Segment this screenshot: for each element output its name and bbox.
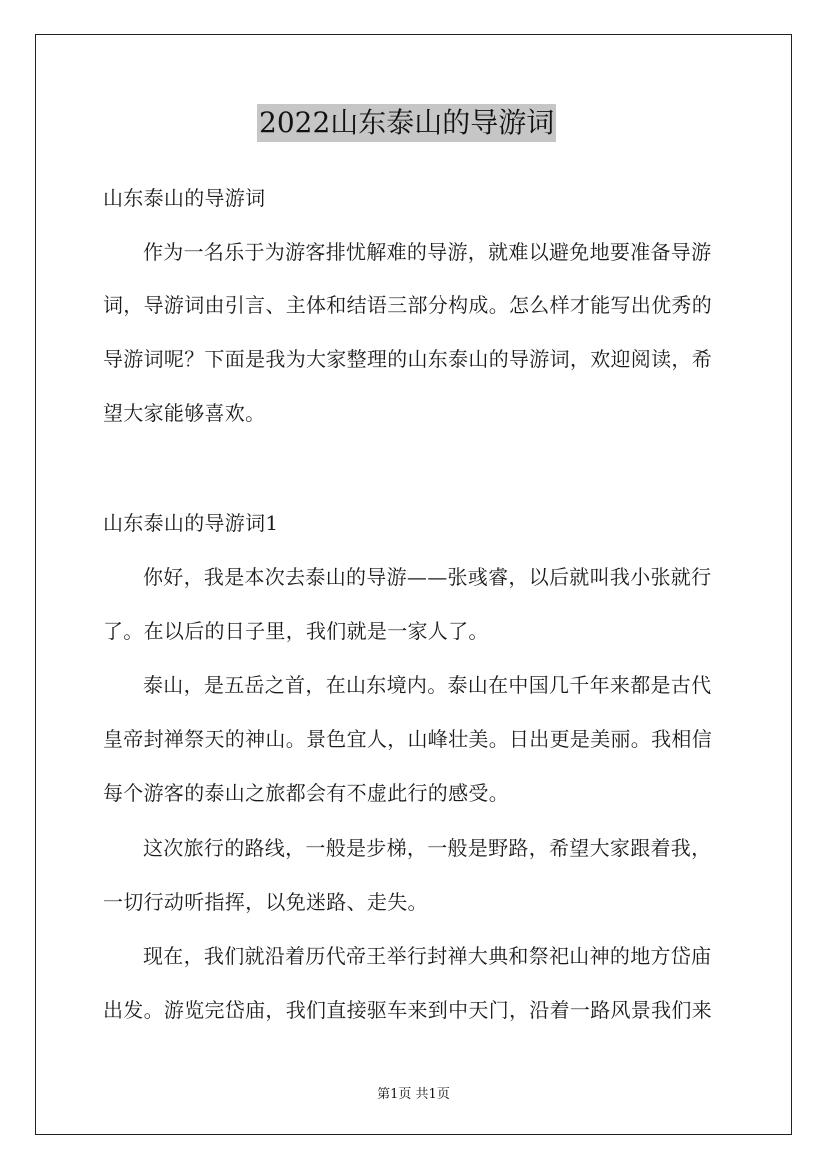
para4-line-2: 出发。游览完岱庙，我们直接驱车来到中天门，沿着一路风景我们来 — [103, 998, 712, 1022]
para1-line-2: 了。在以后的日子里，我们就是一家人了。 — [103, 619, 489, 643]
intro-line-4: 望大家能够喜欢。 — [103, 401, 266, 425]
intro-heading: 山东泰山的导游词 — [103, 186, 266, 210]
para3-line-1: 这次旅行的路线，一般是步梯，一般是野路，希望大家跟着我， — [143, 836, 712, 860]
page-footer: 第1页 共1页 — [377, 1087, 450, 1102]
para4-line-1: 现在，我们就沿着历代帝王举行封禅大典和祭祀山神的地方岱庙 — [143, 944, 712, 968]
section1-heading: 山东泰山的导游词1 — [103, 511, 279, 535]
para2-line-1: 泰山，是五岳之首，在山东境内。泰山在中国几千年来都是古代 — [143, 673, 712, 697]
para2-line-2: 皇帝封禅祭天的神山。景色宜人，山峰壮美。日出更是美丽。我相信 — [103, 727, 712, 751]
intro-line-3: 导游词呢？下面是我为大家整理的山东泰山的导游词，欢迎阅读，希 — [103, 347, 712, 371]
intro-line-2: 词，导游词由引言、主体和结语三部分构成。怎么样才能写出优秀的 — [103, 293, 712, 317]
para3-line-2: 一切行动听指挥，以免迷路、走失。 — [103, 890, 428, 914]
intro-line-1: 作为一名乐于为游客排忧解难的导游，就难以避免地要准备导游 — [143, 240, 712, 264]
para2-line-3: 每个游客的泰山之旅都会有不虚此行的感受。 — [103, 781, 509, 805]
para1-line-1: 你好，我是本次去泰山的导游——张彧睿，以后就叫我小张就行 — [143, 565, 712, 589]
document-title: 2022山东泰山的导游词 — [257, 104, 556, 142]
